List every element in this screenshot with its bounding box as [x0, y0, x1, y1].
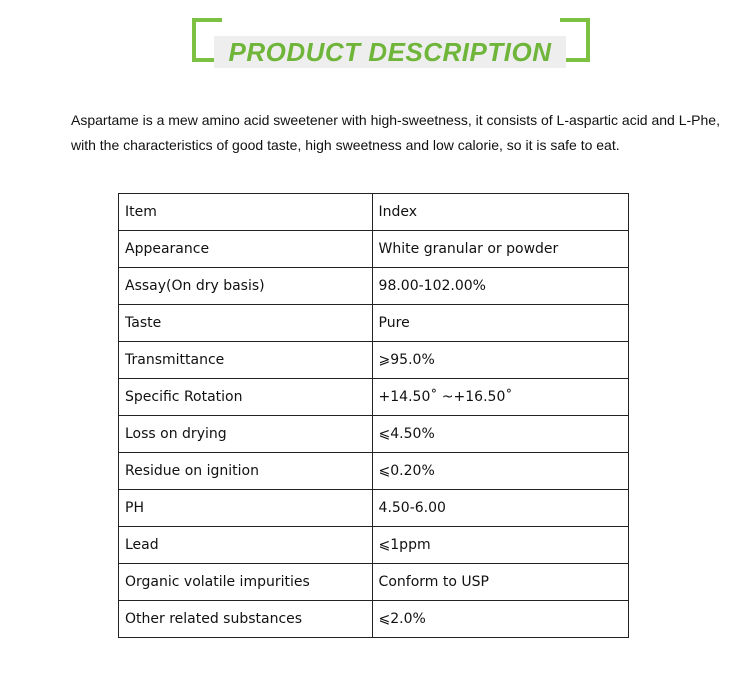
section-banner: [192, 18, 590, 66]
item-cell: Specific Rotation: [119, 379, 373, 416]
table-row: [119, 379, 629, 416]
index-cell: ⩽0.20%: [372, 453, 628, 490]
item-cell: PH: [119, 490, 373, 527]
index-cell: Conform to USP: [372, 564, 628, 601]
index-cell: ⩽4.50%: [372, 416, 628, 453]
item-cell: Residue on ignition: [119, 453, 373, 490]
index-cell: Pure: [372, 305, 628, 342]
item-cell: Taste: [119, 305, 373, 342]
item-cell: Loss on drying: [119, 416, 373, 453]
item-cell: Appearance: [119, 231, 373, 268]
index-cell: ⩽2.0%: [372, 601, 628, 638]
table-row: [119, 564, 629, 601]
product-description-text: Aspartame is a mew amino acid sweetener with high-sweetness, it consists of L-aspartic acid and L-Phe, with the characteristics of good taste, high sweetness and low calorie, so it is safe to eat.: [71, 112, 720, 153]
table-row: [119, 601, 629, 638]
table-row: [119, 527, 629, 564]
section-title: PRODUCT DESCRIPTION: [228, 37, 552, 67]
table-header-row: [119, 194, 629, 231]
index-cell: 98.00-102.00%: [372, 268, 628, 305]
item-cell: Transmittance: [119, 342, 373, 379]
header-index-cell: Index: [372, 194, 628, 231]
index-cell: +14.50˚ ~+16.50˚: [372, 379, 628, 416]
index-cell: ⩾95.0%: [372, 342, 628, 379]
item-cell: Lead: [119, 527, 373, 564]
index-cell: White granular or powder: [372, 231, 628, 268]
table-row: [119, 453, 629, 490]
table-row: [119, 490, 629, 527]
specification-table: [118, 193, 629, 638]
header-item-cell: Item: [119, 194, 373, 231]
table-row: [119, 305, 629, 342]
index-cell: ⩽1ppm: [372, 527, 628, 564]
item-cell: Other related substances: [119, 601, 373, 638]
item-cell: Organic volatile impurities: [119, 564, 373, 601]
table-row: [119, 231, 629, 268]
table-row: [119, 268, 629, 305]
table-row: [119, 342, 629, 379]
item-cell: Assay(On dry basis): [119, 268, 373, 305]
table-row: [119, 416, 629, 453]
index-cell: 4.50-6.00: [372, 490, 628, 527]
